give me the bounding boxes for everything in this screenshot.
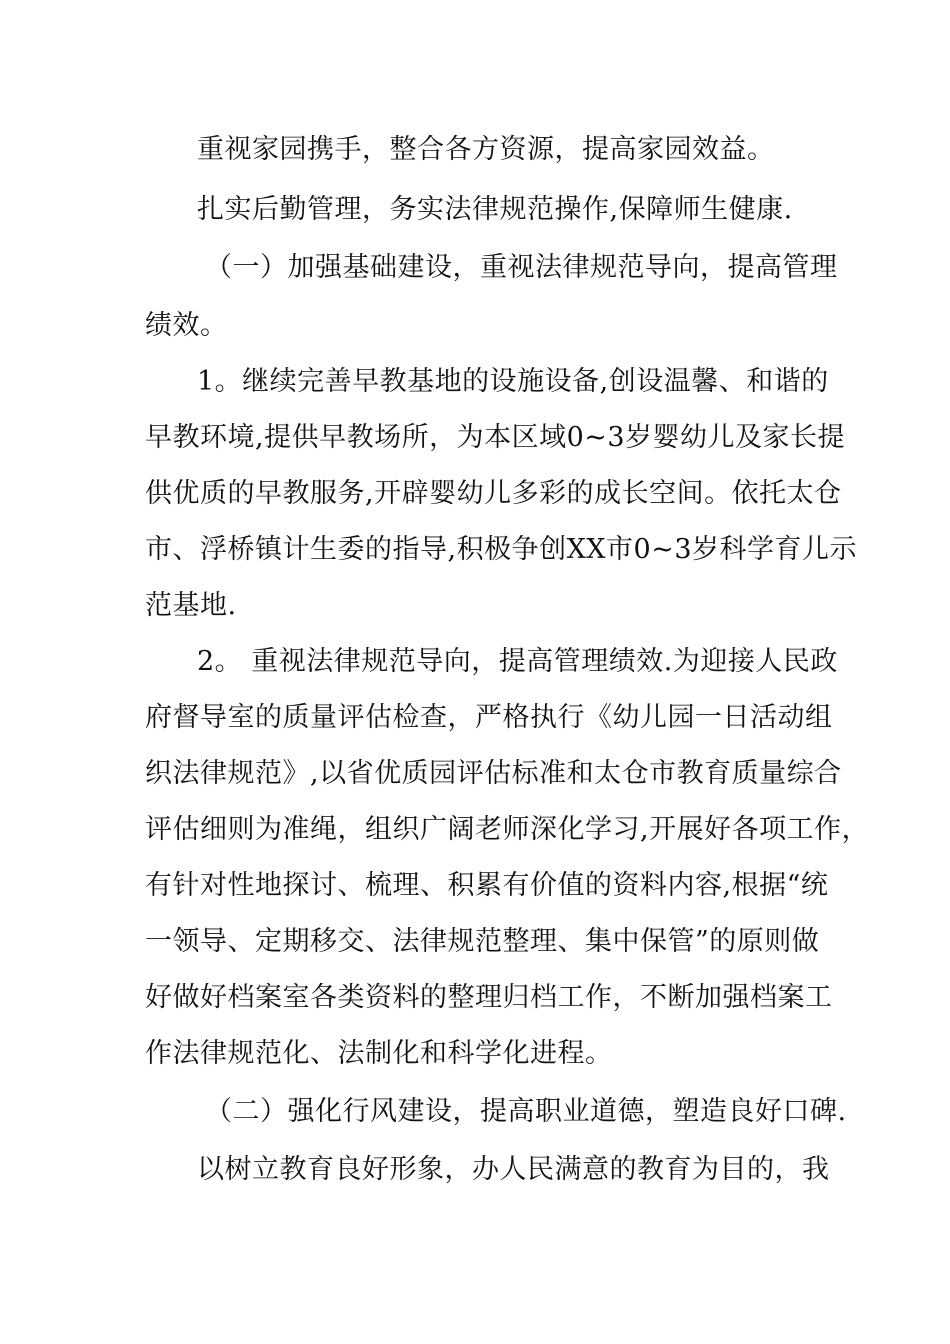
item-2-line-8: 作法律规范化、法制化和科学化进程。 <box>145 1038 613 1069</box>
item-2-line-1: 2。 重视法律规范导向，提高管理绩效.为迎接人民政 <box>197 646 838 677</box>
item-1-line-3: 供优质的早教服务,开辟婴幼儿多彩的成长空间。依托太仓 <box>145 478 842 509</box>
item-2-line-3: 织法律规范》,以省优质园评估标准和太仓市教育质量综合 <box>145 758 842 789</box>
section-heading-1-line-1: （一）加强基础建设，重视法律规范导向，提高管理 <box>205 252 838 283</box>
item-1-line-4: 市、浮桥镇计生委的指导,积极争创XX市0~3岁科学育儿示 <box>145 534 858 565</box>
item-2-line-4: 评估细则为准绳，组织广阔老师深化学习,开展好各项工作， <box>145 814 870 845</box>
item-1-line-2: 早教环境,提供早教场所，为本区域0~3岁婴幼儿及家长提 <box>145 422 846 453</box>
paragraph-line-2: 扎实后勤管理，务实法律规范操作,保障师生健康. <box>197 194 793 225</box>
paragraph-line-last: 以树立教育良好形象，办人民满意的教育为目的，我 <box>197 1154 830 1185</box>
paragraph-line-1: 重视家园携手，整合各方资源，提高家园效益。 <box>197 134 775 165</box>
item-2-line-6: 一领导、定期移交、法律规范整理、集中保管”的原则做 <box>145 926 820 957</box>
item-2-line-2: 府督导室的质量评估检查，严格执行《幼儿园一日活动组 <box>145 702 833 733</box>
item-2-line-7: 好做好档案室各类资料的整理归档工作，不断加强档案工 <box>145 982 833 1013</box>
item-1-line-5: 范基地. <box>145 590 237 621</box>
section-heading-2: （二）强化行风建设，提高职业道德，塑造良好口碑. <box>205 1096 847 1127</box>
item-2-line-5: 有针对性地探讨、梳理、积累有价值的资料内容,根据“统 <box>145 870 829 901</box>
section-heading-1-line-2: 绩效。 <box>145 310 228 341</box>
item-1-line-1: 1。继续完善早教基地的设施设备,创设温馨、和谐的 <box>197 366 829 397</box>
